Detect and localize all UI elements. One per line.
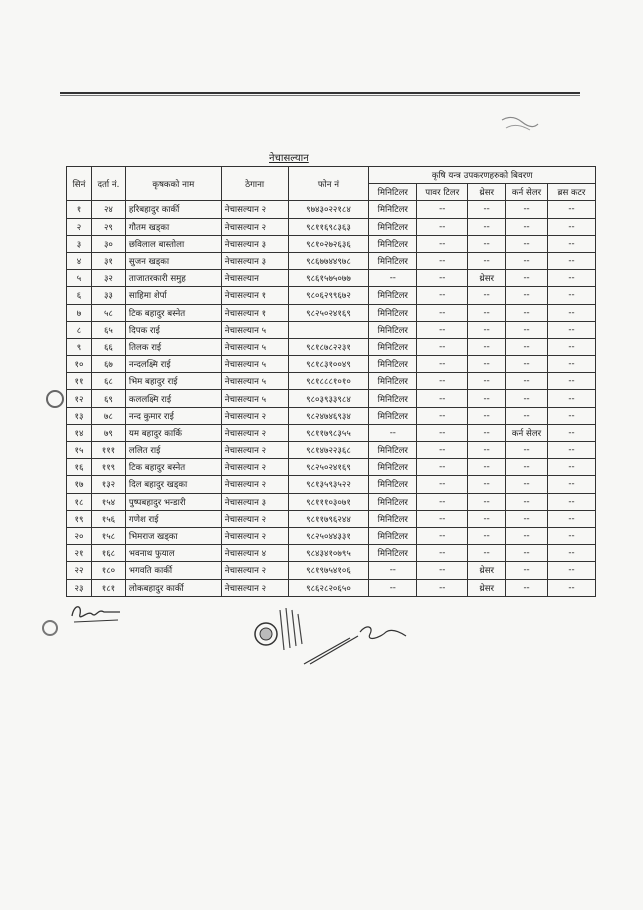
- cell-equipment: --: [417, 356, 468, 373]
- cell-reg-no: ६७: [91, 356, 125, 373]
- cell-equipment: --: [417, 218, 468, 235]
- table-row: [67, 338, 596, 355]
- cell-phone: ९८११७९८३५५: [288, 424, 369, 441]
- cell-phone: ९८२५०४४३३१: [288, 527, 369, 544]
- cell-equipment: --: [506, 579, 548, 596]
- page-heading: नेचासल्यान: [269, 153, 309, 164]
- cell-reg-no: २४: [91, 201, 125, 218]
- cell-sn: १९: [67, 510, 92, 527]
- cell-phone: ९८०३९३३९८४: [288, 390, 369, 407]
- table-row: [67, 407, 596, 424]
- cell-address: नेचासल्यान २: [221, 424, 288, 441]
- cell-equipment: --: [369, 579, 417, 596]
- cell-equipment: --: [417, 493, 468, 510]
- cell-equipment: --: [417, 407, 468, 424]
- cell-equipment: --: [417, 252, 468, 269]
- header-address: ठेगाना: [221, 167, 288, 201]
- cell-equipment: --: [417, 338, 468, 355]
- cell-equipment: --: [506, 476, 548, 493]
- table-row: [67, 579, 596, 596]
- cell-equipment: --: [506, 390, 548, 407]
- cell-farmer-name: गौतम खड्का: [125, 218, 221, 235]
- cell-equipment: --: [506, 562, 548, 579]
- cell-equipment: मिनिटिलर: [369, 390, 417, 407]
- cell-equipment: --: [468, 424, 506, 441]
- cell-equipment: --: [417, 270, 468, 287]
- cell-equipment: --: [369, 562, 417, 579]
- cell-farmer-name: भिम बहादुर राई: [125, 373, 221, 390]
- cell-equipment: --: [417, 373, 468, 390]
- cell-equipment: --: [548, 424, 596, 441]
- cell-equipment: --: [417, 527, 468, 544]
- cell-equipment: --: [417, 201, 468, 218]
- cell-equipment: --: [468, 442, 506, 459]
- cell-equipment: थ्रेसर: [468, 270, 506, 287]
- cell-farmer-name: भवनाथ फुयाल: [125, 545, 221, 562]
- cell-equipment: मिनिटिलर: [369, 373, 417, 390]
- table-row: [67, 390, 596, 407]
- cell-sn: ६: [67, 287, 92, 304]
- cell-farmer-name: भिमराज खड्का: [125, 527, 221, 544]
- cell-sn: १०: [67, 356, 92, 373]
- cell-equipment: --: [417, 235, 468, 252]
- cell-equipment: मिनिटिलर: [369, 545, 417, 562]
- cell-equipment: कर्न सेलर: [506, 424, 548, 441]
- cell-address: नेचासल्यान ५: [221, 390, 288, 407]
- cell-equipment: --: [548, 373, 596, 390]
- cell-equipment: --: [548, 287, 596, 304]
- cell-sn: ९: [67, 338, 92, 355]
- cell-equipment: --: [506, 407, 548, 424]
- cell-sn: १३: [67, 407, 92, 424]
- cell-farmer-name: दिल बहादुर खड्का: [125, 476, 221, 493]
- cell-phone: ९८११६९८३६३: [288, 218, 369, 235]
- cell-equipment: --: [548, 510, 596, 527]
- header-equipment: ब्रस कटर: [548, 184, 596, 201]
- cell-sn: ४: [67, 252, 92, 269]
- cell-equipment: मिनिटिलर: [369, 201, 417, 218]
- cell-equipment: --: [506, 527, 548, 544]
- cell-address: नेचासल्यान २: [221, 201, 288, 218]
- cell-equipment: थ्रेसर: [468, 562, 506, 579]
- cell-reg-no: ६८: [91, 373, 125, 390]
- cell-equipment: --: [548, 459, 596, 476]
- top-rule: [60, 92, 580, 94]
- cell-equipment: मिनिटिलर: [369, 218, 417, 235]
- cell-equipment: --: [468, 218, 506, 235]
- cell-address: नेचासल्यान २: [221, 459, 288, 476]
- cell-farmer-name: टिक बहादुर बस्नेत: [125, 304, 221, 321]
- cell-equipment: --: [506, 304, 548, 321]
- cell-equipment: --: [417, 304, 468, 321]
- cell-address: नेचासल्यान ३: [221, 252, 288, 269]
- cell-equipment: मिनिटिलर: [369, 304, 417, 321]
- table-row: [67, 493, 596, 510]
- cell-equipment: --: [369, 270, 417, 287]
- table-row: [67, 321, 596, 338]
- cell-equipment: --: [548, 579, 596, 596]
- cell-address: नेचासल्यान २: [221, 442, 288, 459]
- cell-equipment: --: [417, 321, 468, 338]
- cell-equipment: --: [417, 459, 468, 476]
- cell-address: नेचासल्यान २: [221, 510, 288, 527]
- cell-equipment: --: [417, 442, 468, 459]
- cell-equipment: --: [548, 407, 596, 424]
- cell-phone: ९८२५०२४१६९: [288, 459, 369, 476]
- cell-equipment: मिनिटिलर: [369, 287, 417, 304]
- cell-equipment: --: [506, 338, 548, 355]
- cell-equipment: --: [468, 476, 506, 493]
- cell-phone: ९८१९७५४१०६: [288, 562, 369, 579]
- cell-reg-no: ६५: [91, 321, 125, 338]
- cell-reg-no: १११: [91, 442, 125, 459]
- cell-farmer-name: यम बहादुर कार्कि: [125, 424, 221, 441]
- cell-phone: ९८२४७४६९३४: [288, 407, 369, 424]
- cell-equipment: मिनिटिलर: [369, 527, 417, 544]
- cell-phone: ९८११७९६२४४: [288, 510, 369, 527]
- cell-sn: ५: [67, 270, 92, 287]
- cell-farmer-name: हरिबहादुर कार्की: [125, 201, 221, 218]
- cell-equipment: --: [468, 373, 506, 390]
- cell-phone: ९८६७७४४९७८: [288, 252, 369, 269]
- table-row: [67, 373, 596, 390]
- table-row: [67, 459, 596, 476]
- cell-phone: ९८१८७८२२३१: [288, 338, 369, 355]
- cell-sn: ३: [67, 235, 92, 252]
- punch-hole-mark: [42, 620, 58, 636]
- cell-reg-no: ६६: [91, 338, 125, 355]
- cell-address: नेचासल्यान ४: [221, 545, 288, 562]
- cell-equipment: --: [417, 510, 468, 527]
- cell-reg-no: ६९: [91, 390, 125, 407]
- cell-reg-no: ५८: [91, 304, 125, 321]
- cell-equipment: मिनिटिलर: [369, 235, 417, 252]
- cell-equipment: --: [548, 235, 596, 252]
- cell-equipment: मिनिटिलर: [369, 407, 417, 424]
- cell-equipment: --: [506, 510, 548, 527]
- cell-equipment: --: [506, 270, 548, 287]
- cell-address: नेचासल्यान २: [221, 579, 288, 596]
- cell-phone: ९८१०२७२६३६: [288, 235, 369, 252]
- cell-phone: ९८४३४१०७९५: [288, 545, 369, 562]
- cell-reg-no: ७९: [91, 424, 125, 441]
- cell-address: नेचासल्यान २: [221, 562, 288, 579]
- cell-farmer-name: पुष्पबहादुर भन्डारी: [125, 493, 221, 510]
- table-row: [67, 235, 596, 252]
- cell-phone: ९८६१५७५०७७: [288, 270, 369, 287]
- cell-equipment: --: [548, 321, 596, 338]
- header-phone: फोन नं: [288, 167, 369, 201]
- cell-reg-no: १५४: [91, 493, 125, 510]
- cell-farmer-name: नन्द कुमार राई: [125, 407, 221, 424]
- cell-reg-no: ११९: [91, 459, 125, 476]
- table-row: [67, 356, 596, 373]
- cell-reg-no: १८०: [91, 562, 125, 579]
- cell-address: नेचासल्यान ५: [221, 373, 288, 390]
- cell-equipment: मिनिटिलर: [369, 476, 417, 493]
- cell-farmer-name: नन्दलक्ष्मि राई: [125, 356, 221, 373]
- cell-equipment: --: [468, 321, 506, 338]
- cell-sn: ७: [67, 304, 92, 321]
- cell-equipment: थ्रेसर: [468, 579, 506, 596]
- cell-equipment: --: [468, 545, 506, 562]
- cell-reg-no: २९: [91, 218, 125, 235]
- cell-sn: १६: [67, 459, 92, 476]
- cell-equipment: --: [369, 424, 417, 441]
- cell-sn: ११: [67, 373, 92, 390]
- cell-equipment: --: [468, 493, 506, 510]
- cell-reg-no: ३०: [91, 235, 125, 252]
- table-row: [67, 218, 596, 235]
- table-row: [67, 424, 596, 441]
- cell-farmer-name: टिक बहादुर बस्नेत: [125, 459, 221, 476]
- cell-address: नेचासल्यान १: [221, 287, 288, 304]
- cell-sn: ८: [67, 321, 92, 338]
- cell-equipment: मिनिटिलर: [369, 510, 417, 527]
- header-equipment: कर्न सेलर: [506, 184, 548, 201]
- cell-equipment: --: [468, 304, 506, 321]
- cell-equipment: --: [468, 356, 506, 373]
- cell-farmer-name: लोकबहादुर कार्की: [125, 579, 221, 596]
- cell-equipment: --: [548, 201, 596, 218]
- cell-equipment: --: [468, 407, 506, 424]
- table-row: [67, 442, 596, 459]
- cell-reg-no: ३३: [91, 287, 125, 304]
- cell-sn: १७: [67, 476, 92, 493]
- cell-equipment: --: [548, 493, 596, 510]
- cell-address: नेचासल्यान ३: [221, 235, 288, 252]
- cell-equipment: मिनिटिलर: [369, 459, 417, 476]
- table-row: [67, 545, 596, 562]
- cell-reg-no: १६८: [91, 545, 125, 562]
- cell-equipment: --: [468, 390, 506, 407]
- cell-address: नेचासल्यान ५: [221, 321, 288, 338]
- table-row: [67, 252, 596, 269]
- cell-address: नेचासल्यान २: [221, 527, 288, 544]
- signature-left: [68, 600, 124, 626]
- cell-farmer-name: तिलक राई: [125, 338, 221, 355]
- cell-equipment: --: [548, 545, 596, 562]
- cell-phone: [288, 321, 369, 338]
- header-equipment: पावर टिलर: [417, 184, 468, 201]
- cell-address: नेचासल्यान ३: [221, 493, 288, 510]
- cell-equipment: --: [548, 390, 596, 407]
- cell-address: नेचासल्यान २: [221, 218, 288, 235]
- cell-equipment: मिनिटिलर: [369, 252, 417, 269]
- cell-reg-no: १३२: [91, 476, 125, 493]
- table-row: [67, 562, 596, 579]
- cell-reg-no: ३१: [91, 252, 125, 269]
- cell-equipment: --: [417, 476, 468, 493]
- cell-phone: ९८१११०३०७१: [288, 493, 369, 510]
- cell-phone: ९८१८३१००४९: [288, 356, 369, 373]
- table-row: [67, 510, 596, 527]
- cell-sn: २१: [67, 545, 92, 562]
- cell-farmer-name: भगवति कार्की: [125, 562, 221, 579]
- cell-equipment: --: [548, 338, 596, 355]
- cell-phone: ९८२५०२४१६९: [288, 304, 369, 321]
- cell-equipment: --: [548, 442, 596, 459]
- cell-equipment: --: [506, 493, 548, 510]
- cell-address: नेचासल्यान ५: [221, 356, 288, 373]
- cell-farmer-name: कललक्ष्मि राई: [125, 390, 221, 407]
- header-equipment: थ्रेसर: [468, 184, 506, 201]
- table-row: [67, 270, 596, 287]
- cell-equipment: --: [548, 218, 596, 235]
- header-reg-no: दर्ता नं.: [91, 167, 125, 201]
- cell-sn: १: [67, 201, 92, 218]
- cell-phone: ९७४३०२२१८४: [288, 201, 369, 218]
- cell-phone: ९८१८८८१०१०: [288, 373, 369, 390]
- top-rule-shadow: [60, 95, 580, 96]
- cell-equipment: --: [468, 287, 506, 304]
- cell-equipment: मिनिटिलर: [369, 321, 417, 338]
- cell-equipment: --: [506, 459, 548, 476]
- cell-reg-no: ३२: [91, 270, 125, 287]
- cell-equipment: मिनिटिलर: [369, 356, 417, 373]
- cell-sn: १२: [67, 390, 92, 407]
- cell-equipment: --: [548, 356, 596, 373]
- cell-equipment: --: [548, 304, 596, 321]
- cell-address: नेचासल्यान १: [221, 304, 288, 321]
- cell-phone: ९८६२८२०६५०: [288, 579, 369, 596]
- cell-equipment: --: [548, 252, 596, 269]
- cell-equipment: --: [417, 424, 468, 441]
- cell-farmer-name: ललित राई: [125, 442, 221, 459]
- header-equipment-group: कृषि यन्त्र उपकरणहरुको बिवरण: [369, 167, 596, 184]
- cell-equipment: --: [468, 338, 506, 355]
- table-row: [67, 287, 596, 304]
- cell-equipment: --: [417, 390, 468, 407]
- cell-equipment: --: [506, 287, 548, 304]
- cell-equipment: --: [468, 201, 506, 218]
- cell-farmer-name: छविलाल बास्तोला: [125, 235, 221, 252]
- cell-address: नेचासल्यान २: [221, 407, 288, 424]
- cell-phone: ९८०६२९९६७२: [288, 287, 369, 304]
- cell-equipment: --: [468, 527, 506, 544]
- cell-address: नेचासल्यान २: [221, 476, 288, 493]
- cell-equipment: --: [506, 201, 548, 218]
- cell-equipment: --: [506, 545, 548, 562]
- cell-equipment: --: [417, 287, 468, 304]
- cell-sn: १४: [67, 424, 92, 441]
- cell-equipment: --: [548, 270, 596, 287]
- cell-equipment: --: [548, 527, 596, 544]
- cell-equipment: --: [506, 218, 548, 235]
- signature-right: [300, 618, 410, 668]
- table-row: [67, 527, 596, 544]
- header-farmer-name: कृषकको नाम: [125, 167, 221, 201]
- cell-sn: १८: [67, 493, 92, 510]
- cell-equipment: --: [417, 562, 468, 579]
- cell-address: नेचासल्यान: [221, 270, 288, 287]
- cell-reg-no: १५८: [91, 527, 125, 544]
- cell-sn: १५: [67, 442, 92, 459]
- table-row: [67, 304, 596, 321]
- cell-equipment: --: [506, 321, 548, 338]
- cell-farmer-name: गणेश राई: [125, 510, 221, 527]
- cell-sn: २२: [67, 562, 92, 579]
- cell-phone: ९८१४७२२३६८: [288, 442, 369, 459]
- cell-farmer-name: ताजातरकारी समुह: [125, 270, 221, 287]
- cell-equipment: --: [468, 235, 506, 252]
- cell-equipment: --: [417, 545, 468, 562]
- cell-equipment: --: [417, 579, 468, 596]
- cell-farmer-name: दिपक राई: [125, 321, 221, 338]
- table-row: [67, 201, 596, 218]
- cell-equipment: --: [506, 235, 548, 252]
- cell-address: नेचासल्यान ५: [221, 338, 288, 355]
- farmer-equipment-table: [66, 166, 596, 597]
- cell-equipment: --: [468, 459, 506, 476]
- cell-equipment: --: [506, 442, 548, 459]
- cell-equipment: --: [506, 356, 548, 373]
- table-row: [67, 476, 596, 493]
- cell-equipment: मिनिटिलर: [369, 493, 417, 510]
- cell-reg-no: १५६: [91, 510, 125, 527]
- cell-phone: ९८१३५९३५२२: [288, 476, 369, 493]
- cell-sn: २: [67, 218, 92, 235]
- cell-sn: २३: [67, 579, 92, 596]
- cell-farmer-name: साहिमा शेर्पा: [125, 287, 221, 304]
- cell-equipment: --: [506, 252, 548, 269]
- cell-equipment: --: [468, 510, 506, 527]
- cell-equipment: --: [548, 562, 596, 579]
- cell-equipment: मिनिटिलर: [369, 442, 417, 459]
- cell-farmer-name: सुजन खड्का: [125, 252, 221, 269]
- cell-reg-no: १८१: [91, 579, 125, 596]
- cell-reg-no: ७८: [91, 407, 125, 424]
- header-sn: सिनं: [67, 167, 92, 201]
- cell-equipment: --: [506, 373, 548, 390]
- cell-sn: २०: [67, 527, 92, 544]
- scan-smudge-mark: [500, 112, 540, 134]
- header-equipment: मिनिटिलर: [369, 184, 417, 201]
- cell-equipment: --: [468, 252, 506, 269]
- punch-hole-mark: [46, 390, 64, 408]
- cell-equipment: मिनिटिलर: [369, 338, 417, 355]
- cell-equipment: --: [548, 476, 596, 493]
